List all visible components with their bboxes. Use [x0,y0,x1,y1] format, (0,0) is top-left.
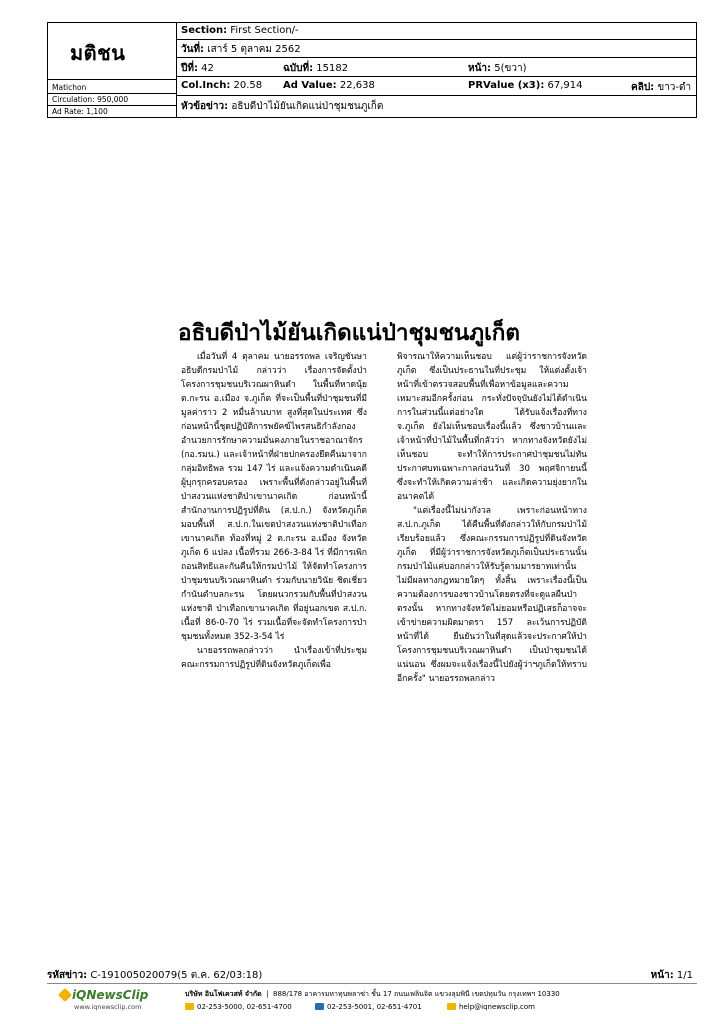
date-field: วันที่: เสาร์ 5 ตุลาคม 2562 [181,44,301,55]
email-line [447,1003,535,1011]
phone-line [185,1003,292,1011]
news-code: รหัสข่าว: C-191005020079(5 ต.ค. 62/03:18) [47,970,263,981]
issue-field: ฉบับที่: 15182 [283,63,349,74]
fax-icon [315,1003,324,1010]
company-name: บริษัท อินโฟเควสท์ จำกัด [185,990,262,998]
paragraph: พิจารณาให้ความเห็นชอบ แต่ผู้ว่าราชการจังหวัดภูเก็ต ซึ่งเป็นประธานในที่ประชุม ให้แต่งตั้งเจ้าหน้าที่เข้าตรวจสอบพื้นที่เพื่อหาข้อมูลและความเหมาะสมอีกครั้งก่อน กระทั่งปัจจุบันยังไม่ได้ดำเนินการในส่วนนี้แต่อย่างใด ได้รับแจ้งเรื่องที่ทาง จ.ภูเก็ต ยังไม่เห็นชอบเรื่องนี้แล้ว ซึ่งชาวบ้านและเจ้าหน้าที่ป่าไม้ในพื้นที่กลัวว่า หากทางจังหวัดยังไม่เห็นชอบ จะทำให้การประกาศป่าชุมชนไม่ทันประกาศบทเฉพาะกาลก่อนวันที่ 30 พฤศจิกายนนี้ ซึ่งจะทำให้เกิดความล่าช้า และเกิดความยุ่งยากในอนาคตได้ [397,352,587,502]
news-title-field: หัวข้อข่าว: อธิบดีป่าไม้ยันเกิดแน่ป่าชุมชนภูเก็ต [181,101,384,112]
page-count: หน้า: 1/1 [650,970,693,981]
paragraph: นายอรรถพลกล่าวว่า นำเรื่องเข้าที่ประชุมคณะกรรมการปฏิรูปที่ดินจังหวัดภูเก็ตเพื่อ [181,646,367,670]
article-headline: อธิบดีป่าไม้ยันเกิดแน่ป่าชุมชนภูเก็ต [178,320,521,346]
clip-header [47,22,697,118]
pr-value-field: PRValue (x3): 67,914 [468,80,583,91]
section-field: Section: First Section/- [181,25,299,36]
footer-divider [47,983,697,984]
company-line: บริษัท อินโฟเควสท์ จำกัด | 888/178 อาคารมหาทุนพลาซ่า ชั้น 17 ถนนเพลินจิต แขวงลุมพินี เขตปทุมวัน กรุงเทพฯ 10330 [185,990,560,998]
email-address: help@iqnewsclip.com [459,1003,535,1011]
ad-value-field: Ad Value: 22,638 [283,80,375,91]
email-icon [447,1003,456,1010]
iqnewsclip-logo [60,988,170,1014]
publication-logo: มติชน [70,41,126,65]
publisher-name: Matichon [52,83,87,92]
article-column-1 [181,350,367,672]
year-field: ปีที่: 42 [181,63,214,74]
ad-rate: Ad Rate: 1,100 [52,107,108,116]
phone-numbers: 02-253-5000, 02-651-4700 [197,1003,292,1011]
fax-line [315,1003,422,1011]
brand-name: iQNewsClip [72,988,149,1002]
col-inch-field: Col.Inch: 20.58 [181,80,263,91]
phone-icon [185,1003,194,1010]
publication-box [48,23,177,117]
company-address: 888/178 อาคารมหาทุนพลาซ่า ชั้น 17 ถนนเพลินจิต แขวงลุมพินี เขตปทุมวัน กรุงเทพฯ 10330 [273,990,560,998]
clip-field: คลิป: ขาว-ดำ [631,82,692,93]
brand-url: www.iqnewsclip.com [74,1003,142,1011]
paragraph: "แต่เรื่องนี้ไม่น่ากังวล เพราะก่อนหน้าทาง ส.ป.ก.ภูเก็ต ได้คืนพื้นที่ดังกล่าวให้กับกรมป่าไม้เรียบร้อยแล้ว ซึ่งคณะกรรมการปฏิรูปที่ดินจังหวัดภูเก็ต ที่มีผู้ว่าราชการจังหวัดภูเก็ตเป็นประธานนั้น กรมป่าไม้แค่บอกกล่าวให้รับรู้ตามมารยาทเท่านั้น ไม่มีผลทางกฎหมายใดๆ ทั้งสิ้น เพราะเรื่องนี้เป็นความต้องการของชาวบ้านโดยตรงที่จะดูแลผืนป่าตรงนั้น หากทางจังหวัดไม่ยอมหรือปฏิเสธก็อาจจะเข้าข่ายความผิดมาตรา 157 ละเว้นการปฏิบัติหน้าที่ได้ ยืนยันว่าในที่สุดแล้วจะประกาศให้ป่าโครงการชุมชนบริเวณผาหินดำ เป็นป่าชุมชนได้แน่นอน ซึ่งผมจะแจ้งเรื่องนี้ไปยังผู้ว่าฯภูเก็ตให้ทราบอีกครั้ง" นายอรรถพลกล่าว [397,506,587,684]
circulation: Circulation: 950,000 [52,95,129,104]
brand-mark-icon [58,988,72,1002]
page-field: หน้า: 5(ขวา) [468,63,527,74]
article-column-2 [397,350,587,686]
fax-numbers: 02-253-5001, 02-651-4701 [327,1003,422,1011]
paragraph: เมื่อวันที่ 4 ตุลาคม นายอรรถพล เจริญชันษา อธิบดีกรมป่าไม้ กล่าวว่า เรื่องการจัดตั้งป่าโครงการชุมชนบริเวณผาหินดำ ในพื้นที่หาดนุ้ย ต.กะรน อ.เมือง จ.ภูเก็ต ที่จะเป็นพื้นที่ป่าชุมชนที่มีมูลค่าราว 2 หมื่นล้านบาท สูงที่สุดในประเทศ ซึ่งก่อนหน้านี้ชุดปฏิบัติการพยัคฆ์ไพรสนธิกำลังกองอำนวยการรักษาความมั่นคงภายในราชอาณาจักร (กอ.รมน.) และเจ้าหน้าที่ฝ่ายปกครองยึดคืนมาจากกลุ่มอิทธิพล รวม 147 ไร่ และแจ้งความดำเนินคดีผู้บุกรุกครอบครอง เพราะพื้นที่ดังกล่าวอยู่ในพื้นที่ป่าสงวนแห่งชาติป่าเขานาคเกิด ก่อนหน้านี้ สำนักงานการปฏิรูปที่ดิน (ส.ป.ก.) จังหวัดภูเก็ต มอบพื้นที่ ส.ป.ก.ในเขตป่าสงวนแห่งชาติป่าเทือกเขานาคเกิด ท้องที่หมู่ 2 ต.กะรน อ.เมือง จังหวัดภูเก็ต 6 แปลง เนื้อที่รวม 266-3-84 ไร่ ที่มีการเพิกถอนสิทธิและกันคืนให้กรมป่าไม้ ให้จัดทำโครงการป่าชุมชนบริเวณผาหินดำ ร่วมกับนายวินัย ชิดเชี่ยว กำนันตำบลกะรน โดยผนวกรวมกับพื้นที่ป่าสงวนแห่งชาติ ป่าเทือกเขานาคเกิด ที่อยู่นอกเขต ส.ป.ก. เนื้อที่ 86-0-70 ไร่ รวมเนื้อที่จะจัดทำโครงการป่าชุมชนทั้งหมด 352-3-54 ไร่ [181,352,367,642]
